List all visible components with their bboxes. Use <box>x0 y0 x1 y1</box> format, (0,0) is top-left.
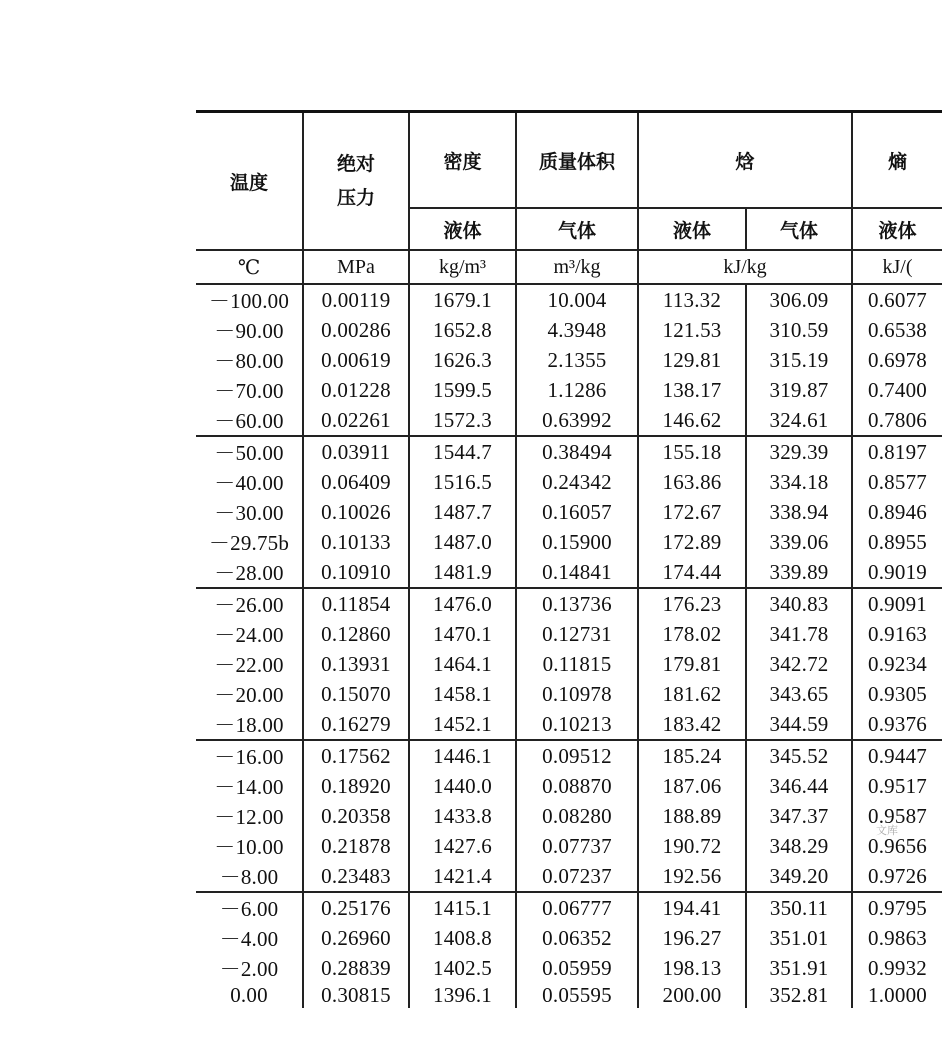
header-pressure <box>303 112 409 251</box>
cell-density-liquid: 1599.5 <box>409 375 516 405</box>
cell-density-liquid: 1487.7 <box>409 497 516 527</box>
cell-enthalpy-gas: 346.44 <box>746 771 852 801</box>
cell-pressure: 0.00619 <box>303 345 409 375</box>
cell-enthalpy-liquid: 176.23 <box>638 588 746 619</box>
cell-enthalpy-gas: 344.59 <box>746 709 852 740</box>
cell-temperature: －24.00 <box>196 619 303 649</box>
cell-enthalpy-liquid: 163.86 <box>638 467 746 497</box>
cell-volume-gas: 0.63992 <box>516 405 638 436</box>
cell-density-liquid: 1470.1 <box>409 619 516 649</box>
cell-enthalpy-gas: 348.29 <box>746 831 852 861</box>
cell-pressure: 0.02261 <box>303 405 409 436</box>
cell-enthalpy-gas: 351.91 <box>746 953 852 983</box>
cell-pressure: 0.10910 <box>303 557 409 588</box>
cell-volume-gas: 0.08280 <box>516 801 638 831</box>
cell-entropy-liquid: 0.9726 <box>852 861 942 892</box>
cell-pressure: 0.06409 <box>303 467 409 497</box>
unit-enthalpy: kJ/kg <box>638 250 852 284</box>
table-row <box>196 315 942 345</box>
cell-volume-gas: 0.14841 <box>516 557 638 588</box>
table-row <box>196 467 942 497</box>
cell-entropy-liquid: 0.9305 <box>852 679 942 709</box>
cell-volume-gas: 0.07237 <box>516 861 638 892</box>
cell-enthalpy-liquid: 174.44 <box>638 557 746 588</box>
cell-density-liquid: 1572.3 <box>409 405 516 436</box>
cell-volume-gas: 0.12731 <box>516 619 638 649</box>
header-entropy: 熵 <box>852 112 942 209</box>
cell-pressure: 0.00119 <box>303 284 409 315</box>
unit-density: kg/m³ <box>409 250 516 284</box>
header-entropy-liquid: 液体 <box>852 208 942 250</box>
cell-temperature: －14.00 <box>196 771 303 801</box>
cell-density-liquid: 1415.1 <box>409 892 516 923</box>
cell-volume-gas: 0.11815 <box>516 649 638 679</box>
table-row <box>196 557 942 588</box>
cell-enthalpy-liquid: 181.62 <box>638 679 746 709</box>
cell-entropy-liquid: 0.8197 <box>852 436 942 467</box>
cell-pressure: 0.01228 <box>303 375 409 405</box>
cell-temperature: －2.00 <box>196 953 303 983</box>
cell-temperature: －10.00 <box>196 831 303 861</box>
cell-pressure: 0.17562 <box>303 740 409 771</box>
cell-temperature: －50.00 <box>196 436 303 467</box>
cell-density-liquid: 1481.9 <box>409 557 516 588</box>
table-row <box>196 953 942 983</box>
table-row <box>196 861 942 892</box>
cell-pressure: 0.11854 <box>303 588 409 619</box>
cell-temperature: －40.00 <box>196 467 303 497</box>
header-row-1 <box>196 112 942 209</box>
table-row <box>196 588 942 619</box>
table-row <box>196 923 942 953</box>
cell-enthalpy-gas: 343.65 <box>746 679 852 709</box>
cell-enthalpy-gas: 352.81 <box>746 983 852 1008</box>
cell-temperature: －26.00 <box>196 588 303 619</box>
table-row <box>196 527 942 557</box>
cell-pressure: 0.10026 <box>303 497 409 527</box>
cell-temperature: －8.00 <box>196 861 303 892</box>
cell-pressure: 0.13931 <box>303 649 409 679</box>
cell-density-liquid: 1679.1 <box>409 284 516 315</box>
table-row <box>196 375 942 405</box>
cell-entropy-liquid: 0.9376 <box>852 709 942 740</box>
cell-entropy-liquid: 0.9019 <box>852 557 942 588</box>
header-enthalpy-gas: 气体 <box>746 208 852 250</box>
cell-enthalpy-liquid: 187.06 <box>638 771 746 801</box>
cell-pressure: 0.03911 <box>303 436 409 467</box>
cell-enthalpy-gas: 339.06 <box>746 527 852 557</box>
header-temperature: 温度 <box>196 112 303 251</box>
cell-pressure: 0.28839 <box>303 953 409 983</box>
cell-density-liquid: 1652.8 <box>409 315 516 345</box>
cell-entropy-liquid: 0.8577 <box>852 467 942 497</box>
cell-density-liquid: 1458.1 <box>409 679 516 709</box>
table-row <box>196 405 942 436</box>
cell-temperature: 0.00 <box>196 983 303 1008</box>
cell-volume-gas: 0.06777 <box>516 892 638 923</box>
cell-enthalpy-gas: 340.83 <box>746 588 852 619</box>
table-row <box>196 709 942 740</box>
cell-pressure: 0.25176 <box>303 892 409 923</box>
cell-enthalpy-liquid: 155.18 <box>638 436 746 467</box>
cell-entropy-liquid: 0.9932 <box>852 953 942 983</box>
table-row <box>196 284 942 315</box>
cell-temperature: －20.00 <box>196 679 303 709</box>
table-row <box>196 619 942 649</box>
header-density-liquid: 液体 <box>409 208 516 250</box>
watermark: 文库 <box>876 824 898 837</box>
cell-pressure: 0.16279 <box>303 709 409 740</box>
cell-enthalpy-liquid: 196.27 <box>638 923 746 953</box>
cell-volume-gas: 0.10213 <box>516 709 638 740</box>
cell-enthalpy-gas: 334.18 <box>746 467 852 497</box>
cell-pressure: 0.10133 <box>303 527 409 557</box>
table-row <box>196 436 942 467</box>
cell-entropy-liquid: 0.7806 <box>852 405 942 436</box>
cell-entropy-liquid: 0.9656 <box>852 831 942 861</box>
cell-volume-gas: 1.1286 <box>516 375 638 405</box>
cell-enthalpy-liquid: 121.53 <box>638 315 746 345</box>
cell-temperature: －90.00 <box>196 315 303 345</box>
cell-density-liquid: 1427.6 <box>409 831 516 861</box>
cell-volume-gas: 4.3948 <box>516 315 638 345</box>
cell-enthalpy-gas: 306.09 <box>746 284 852 315</box>
cell-enthalpy-liquid: 113.32 <box>638 284 746 315</box>
cell-density-liquid: 1408.8 <box>409 923 516 953</box>
cell-enthalpy-gas: 339.89 <box>746 557 852 588</box>
cell-density-liquid: 1396.1 <box>409 983 516 1008</box>
cell-enthalpy-liquid: 185.24 <box>638 740 746 771</box>
cell-entropy-liquid: 0.9517 <box>852 771 942 801</box>
cell-density-liquid: 1464.1 <box>409 649 516 679</box>
cell-temperature: －12.00 <box>196 801 303 831</box>
cell-enthalpy-liquid: 200.00 <box>638 983 746 1008</box>
cell-temperature: －80.00 <box>196 345 303 375</box>
cell-enthalpy-gas: 342.72 <box>746 649 852 679</box>
cell-temperature: －70.00 <box>196 375 303 405</box>
cell-enthalpy-gas: 347.37 <box>746 801 852 831</box>
cell-pressure: 0.21878 <box>303 831 409 861</box>
cell-enthalpy-liquid: 198.13 <box>638 953 746 983</box>
cell-enthalpy-gas: 319.87 <box>746 375 852 405</box>
header-enthalpy-liquid: 液体 <box>638 208 746 250</box>
cell-volume-gas: 0.06352 <box>516 923 638 953</box>
cell-volume-gas: 0.13736 <box>516 588 638 619</box>
cell-volume-gas: 2.1355 <box>516 345 638 375</box>
cell-entropy-liquid: 0.8955 <box>852 527 942 557</box>
cell-pressure: 0.18920 <box>303 771 409 801</box>
cell-volume-gas: 0.05959 <box>516 953 638 983</box>
cell-enthalpy-liquid: 172.67 <box>638 497 746 527</box>
cell-enthalpy-liquid: 172.89 <box>638 527 746 557</box>
cell-temperature: －28.00 <box>196 557 303 588</box>
cell-enthalpy-gas: 351.01 <box>746 923 852 953</box>
cell-temperature: －29.75b <box>196 527 303 557</box>
unit-pressure: MPa <box>303 250 409 284</box>
cell-enthalpy-gas: 329.39 <box>746 436 852 467</box>
cell-volume-gas: 0.10978 <box>516 679 638 709</box>
cell-density-liquid: 1440.0 <box>409 771 516 801</box>
cell-enthalpy-liquid: 188.89 <box>638 801 746 831</box>
refrigerant-property-table <box>196 110 942 1008</box>
cell-pressure: 0.23483 <box>303 861 409 892</box>
cell-density-liquid: 1476.0 <box>409 588 516 619</box>
cell-enthalpy-gas: 310.59 <box>746 315 852 345</box>
table-row <box>196 892 942 923</box>
cell-enthalpy-gas: 324.61 <box>746 405 852 436</box>
cell-entropy-liquid: 0.8946 <box>852 497 942 527</box>
cell-pressure: 0.15070 <box>303 679 409 709</box>
cell-entropy-liquid: 0.9863 <box>852 923 942 953</box>
cell-density-liquid: 1516.5 <box>409 467 516 497</box>
unit-temperature: ℃ <box>196 250 303 284</box>
header-density: 密度 <box>409 112 516 209</box>
cell-temperature: －60.00 <box>196 405 303 436</box>
cell-enthalpy-liquid: 194.41 <box>638 892 746 923</box>
header-pressure-line1: 绝对 <box>336 153 375 175</box>
cell-enthalpy-gas: 315.19 <box>746 345 852 375</box>
cell-entropy-liquid: 0.6978 <box>852 345 942 375</box>
cell-entropy-liquid: 0.9091 <box>852 588 942 619</box>
cell-enthalpy-liquid: 192.56 <box>638 861 746 892</box>
unit-volume: m³/kg <box>516 250 638 284</box>
cell-enthalpy-liquid: 129.81 <box>638 345 746 375</box>
cell-entropy-liquid: 0.6077 <box>852 284 942 315</box>
cell-volume-gas: 10.004 <box>516 284 638 315</box>
header-pressure-line2: 压力 <box>336 187 375 209</box>
cell-pressure: 0.20358 <box>303 801 409 831</box>
cell-entropy-liquid: 0.7400 <box>852 375 942 405</box>
cell-pressure: 0.12860 <box>303 619 409 649</box>
unit-entropy: kJ/( <box>852 250 942 284</box>
cell-volume-gas: 0.07737 <box>516 831 638 861</box>
units-row <box>196 250 942 284</box>
cell-temperature: －16.00 <box>196 740 303 771</box>
cell-volume-gas: 0.08870 <box>516 771 638 801</box>
cell-entropy-liquid: 0.9795 <box>852 892 942 923</box>
cell-density-liquid: 1544.7 <box>409 436 516 467</box>
cell-temperature: －30.00 <box>196 497 303 527</box>
cell-volume-gas: 0.05595 <box>516 983 638 1008</box>
cell-entropy-liquid: 1.0000 <box>852 983 942 1008</box>
cell-density-liquid: 1452.1 <box>409 709 516 740</box>
cell-entropy-liquid: 0.9587 <box>852 801 942 831</box>
header-specific-volume: 质量体积 <box>516 112 638 209</box>
cell-volume-gas: 0.16057 <box>516 497 638 527</box>
cell-enthalpy-gas: 341.78 <box>746 619 852 649</box>
table-row <box>196 983 942 1008</box>
table-row <box>196 801 942 831</box>
cell-enthalpy-liquid: 138.17 <box>638 375 746 405</box>
cell-enthalpy-gas: 350.11 <box>746 892 852 923</box>
table-row <box>196 649 942 679</box>
cell-enthalpy-gas: 349.20 <box>746 861 852 892</box>
cell-entropy-liquid: 0.9163 <box>852 619 942 649</box>
cell-volume-gas: 0.15900 <box>516 527 638 557</box>
table-row <box>196 740 942 771</box>
cell-entropy-liquid: 0.9447 <box>852 740 942 771</box>
cell-density-liquid: 1421.4 <box>409 861 516 892</box>
cell-density-liquid: 1487.0 <box>409 527 516 557</box>
cell-temperature: －6.00 <box>196 892 303 923</box>
header-enthalpy: 焓 <box>638 112 852 209</box>
cell-entropy-liquid: 0.6538 <box>852 315 942 345</box>
cell-pressure: 0.26960 <box>303 923 409 953</box>
cell-density-liquid: 1626.3 <box>409 345 516 375</box>
cell-enthalpy-gas: 345.52 <box>746 740 852 771</box>
table-row <box>196 771 942 801</box>
cell-density-liquid: 1402.5 <box>409 953 516 983</box>
cell-volume-gas: 0.38494 <box>516 436 638 467</box>
cell-temperature: －18.00 <box>196 709 303 740</box>
table-row <box>196 679 942 709</box>
header-volume-gas: 气体 <box>516 208 638 250</box>
cell-temperature: －100.00 <box>196 284 303 315</box>
table-row <box>196 345 942 375</box>
cell-temperature: －4.00 <box>196 923 303 953</box>
cell-enthalpy-liquid: 183.42 <box>638 709 746 740</box>
cell-pressure: 0.30815 <box>303 983 409 1008</box>
cell-entropy-liquid: 0.9234 <box>852 649 942 679</box>
cell-density-liquid: 1433.8 <box>409 801 516 831</box>
cell-enthalpy-liquid: 146.62 <box>638 405 746 436</box>
table-row <box>196 497 942 527</box>
cell-enthalpy-liquid: 179.81 <box>638 649 746 679</box>
cell-volume-gas: 0.09512 <box>516 740 638 771</box>
cell-volume-gas: 0.24342 <box>516 467 638 497</box>
table-row <box>196 831 942 861</box>
cell-temperature: －22.00 <box>196 649 303 679</box>
cell-density-liquid: 1446.1 <box>409 740 516 771</box>
cell-enthalpy-gas: 338.94 <box>746 497 852 527</box>
cell-enthalpy-liquid: 178.02 <box>638 619 746 649</box>
cell-pressure: 0.00286 <box>303 315 409 345</box>
cell-enthalpy-liquid: 190.72 <box>638 831 746 861</box>
